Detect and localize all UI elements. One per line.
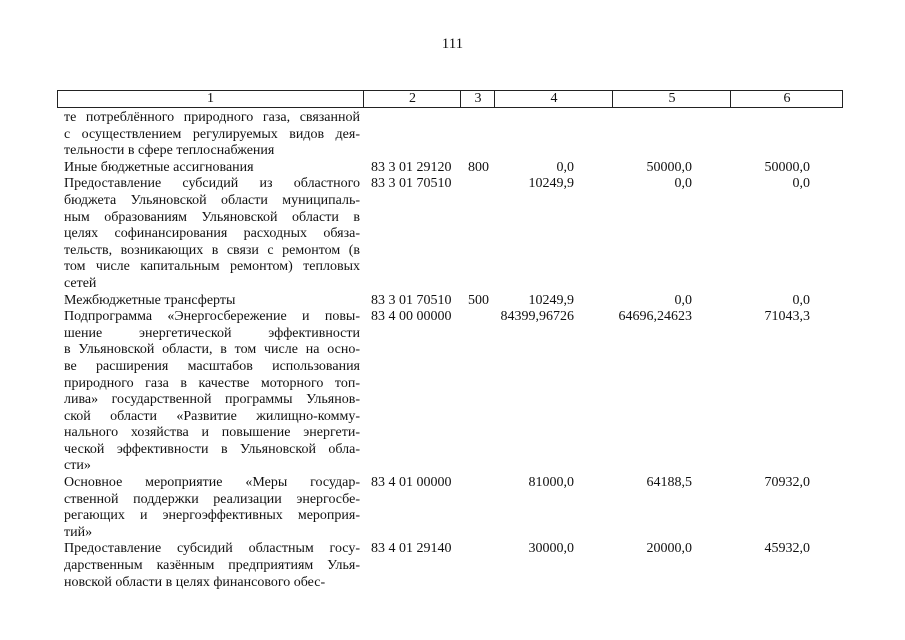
row-description	[64, 110, 360, 160]
description-line: ской области «Развитие жилищно-комму-	[64, 408, 360, 424]
description-line: дарственным казённым предприятиям Улья-	[64, 558, 360, 574]
description-line: Подпрограмма «Энергосбережение и повы-	[64, 309, 360, 325]
table-row	[64, 309, 844, 475]
description-line: Межбюджетные трансферты	[64, 292, 236, 308]
budget-code: 83 4 00 00000	[371, 309, 452, 325]
description-line: ственной поддержки реализации энергосбе-	[64, 491, 360, 507]
value-col4: 10249,9	[528, 176, 574, 192]
table-row	[64, 541, 844, 591]
description-line: ческой эффективности в Ульяновской обла-	[64, 441, 360, 457]
value-col6: 70932,0	[764, 475, 810, 491]
value-col4: 30000,0	[528, 541, 574, 557]
description-line: Предоставление субсидий областным госу-	[64, 541, 360, 557]
description-line: в Ульяновской области, в том числе на осно-	[64, 342, 360, 358]
column-header-1: 1	[207, 91, 214, 106]
description-line: тий»	[64, 524, 93, 540]
column-header-3: 3	[460, 91, 495, 107]
budget-code: 83 4 01 00000	[371, 475, 452, 491]
value-col6: 0,0	[792, 176, 810, 192]
column-header-6: 6	[730, 91, 843, 107]
row-description	[64, 309, 360, 475]
description-line: ве расширения масштабов использования	[64, 358, 360, 374]
value-col5: 64696,24623	[618, 309, 692, 325]
row-description	[64, 541, 360, 591]
value-col6: 50000,0	[764, 159, 810, 175]
value-col6: 0,0	[792, 292, 810, 308]
description-line: Иные бюджетные ассигнования	[64, 159, 254, 175]
row-description	[64, 176, 360, 292]
value-col4: 84399,96726	[500, 309, 574, 325]
description-line: лива» государственной программы Ульянов-	[64, 392, 360, 408]
table-body	[64, 110, 844, 591]
description-line: Основное мероприятие «Меры государ-	[64, 475, 360, 491]
value-col6: 71043,3	[764, 309, 810, 325]
description-line: новской области в целях финансового обес-	[64, 574, 326, 590]
value-col4: 0,0	[556, 159, 574, 175]
description-line: регающих и энергоэффективных мероприя-	[64, 508, 360, 524]
table-row	[64, 160, 844, 177]
description-line: тельности в сфере теплоснабжения	[64, 143, 275, 159]
description-line: ным образованиям Ульяновской области в	[64, 209, 360, 225]
value-col5: 20000,0	[646, 541, 692, 557]
budget-code: 83 3 01 70510	[371, 292, 452, 308]
value-col5: 0,0	[674, 292, 692, 308]
value-col4: 81000,0	[528, 475, 574, 491]
column-header-2: 2	[363, 91, 461, 107]
table-row	[64, 293, 844, 310]
table-row	[64, 475, 844, 541]
description-line: шение энергетической эффективности	[64, 325, 360, 341]
description-line: тельств, возникающих в связи с ремонтом (в	[64, 242, 360, 258]
description-line: сетей	[64, 275, 97, 291]
row-description	[64, 475, 360, 541]
description-line: том числе капитальным ремонтом) тепловых	[64, 259, 360, 275]
description-line: те потреблённого природного газа, связанной	[64, 110, 360, 125]
value-col4: 10249,9	[528, 292, 574, 308]
description-line: бюджета Ульяновской области муниципаль-	[64, 192, 360, 208]
table-row	[64, 176, 844, 292]
budget-code: 83 4 01 29140	[371, 541, 452, 557]
description-line: с осуществлением регулируемых видов дея-	[64, 126, 360, 142]
description-line: целях софинансирования расходных обяза-	[64, 226, 360, 242]
description-line: нального хозяйства и повышение энергети-	[64, 425, 360, 441]
budget-code: 83 3 01 70510	[371, 176, 452, 192]
expense-type: 800	[468, 159, 489, 175]
budget-code: 83 3 01 29120	[371, 159, 452, 175]
value-col6: 45932,0	[764, 541, 810, 557]
expense-type: 500	[468, 292, 489, 308]
row-description	[64, 160, 360, 177]
table-header-row	[57, 90, 843, 108]
description-line: Предоставление субсидий из областного	[64, 176, 360, 192]
description-line: природного газа в качестве моторного топ-	[64, 375, 360, 391]
page-number: 111	[441, 36, 464, 52]
value-col5: 64188,5	[646, 475, 692, 491]
value-col5: 0,0	[674, 176, 692, 192]
column-header-5: 5	[612, 91, 731, 107]
value-col5: 50000,0	[646, 159, 692, 175]
description-line: сти»	[64, 458, 91, 474]
table-row	[64, 110, 844, 160]
row-description	[64, 293, 360, 310]
column-header-4: 4	[494, 91, 613, 107]
